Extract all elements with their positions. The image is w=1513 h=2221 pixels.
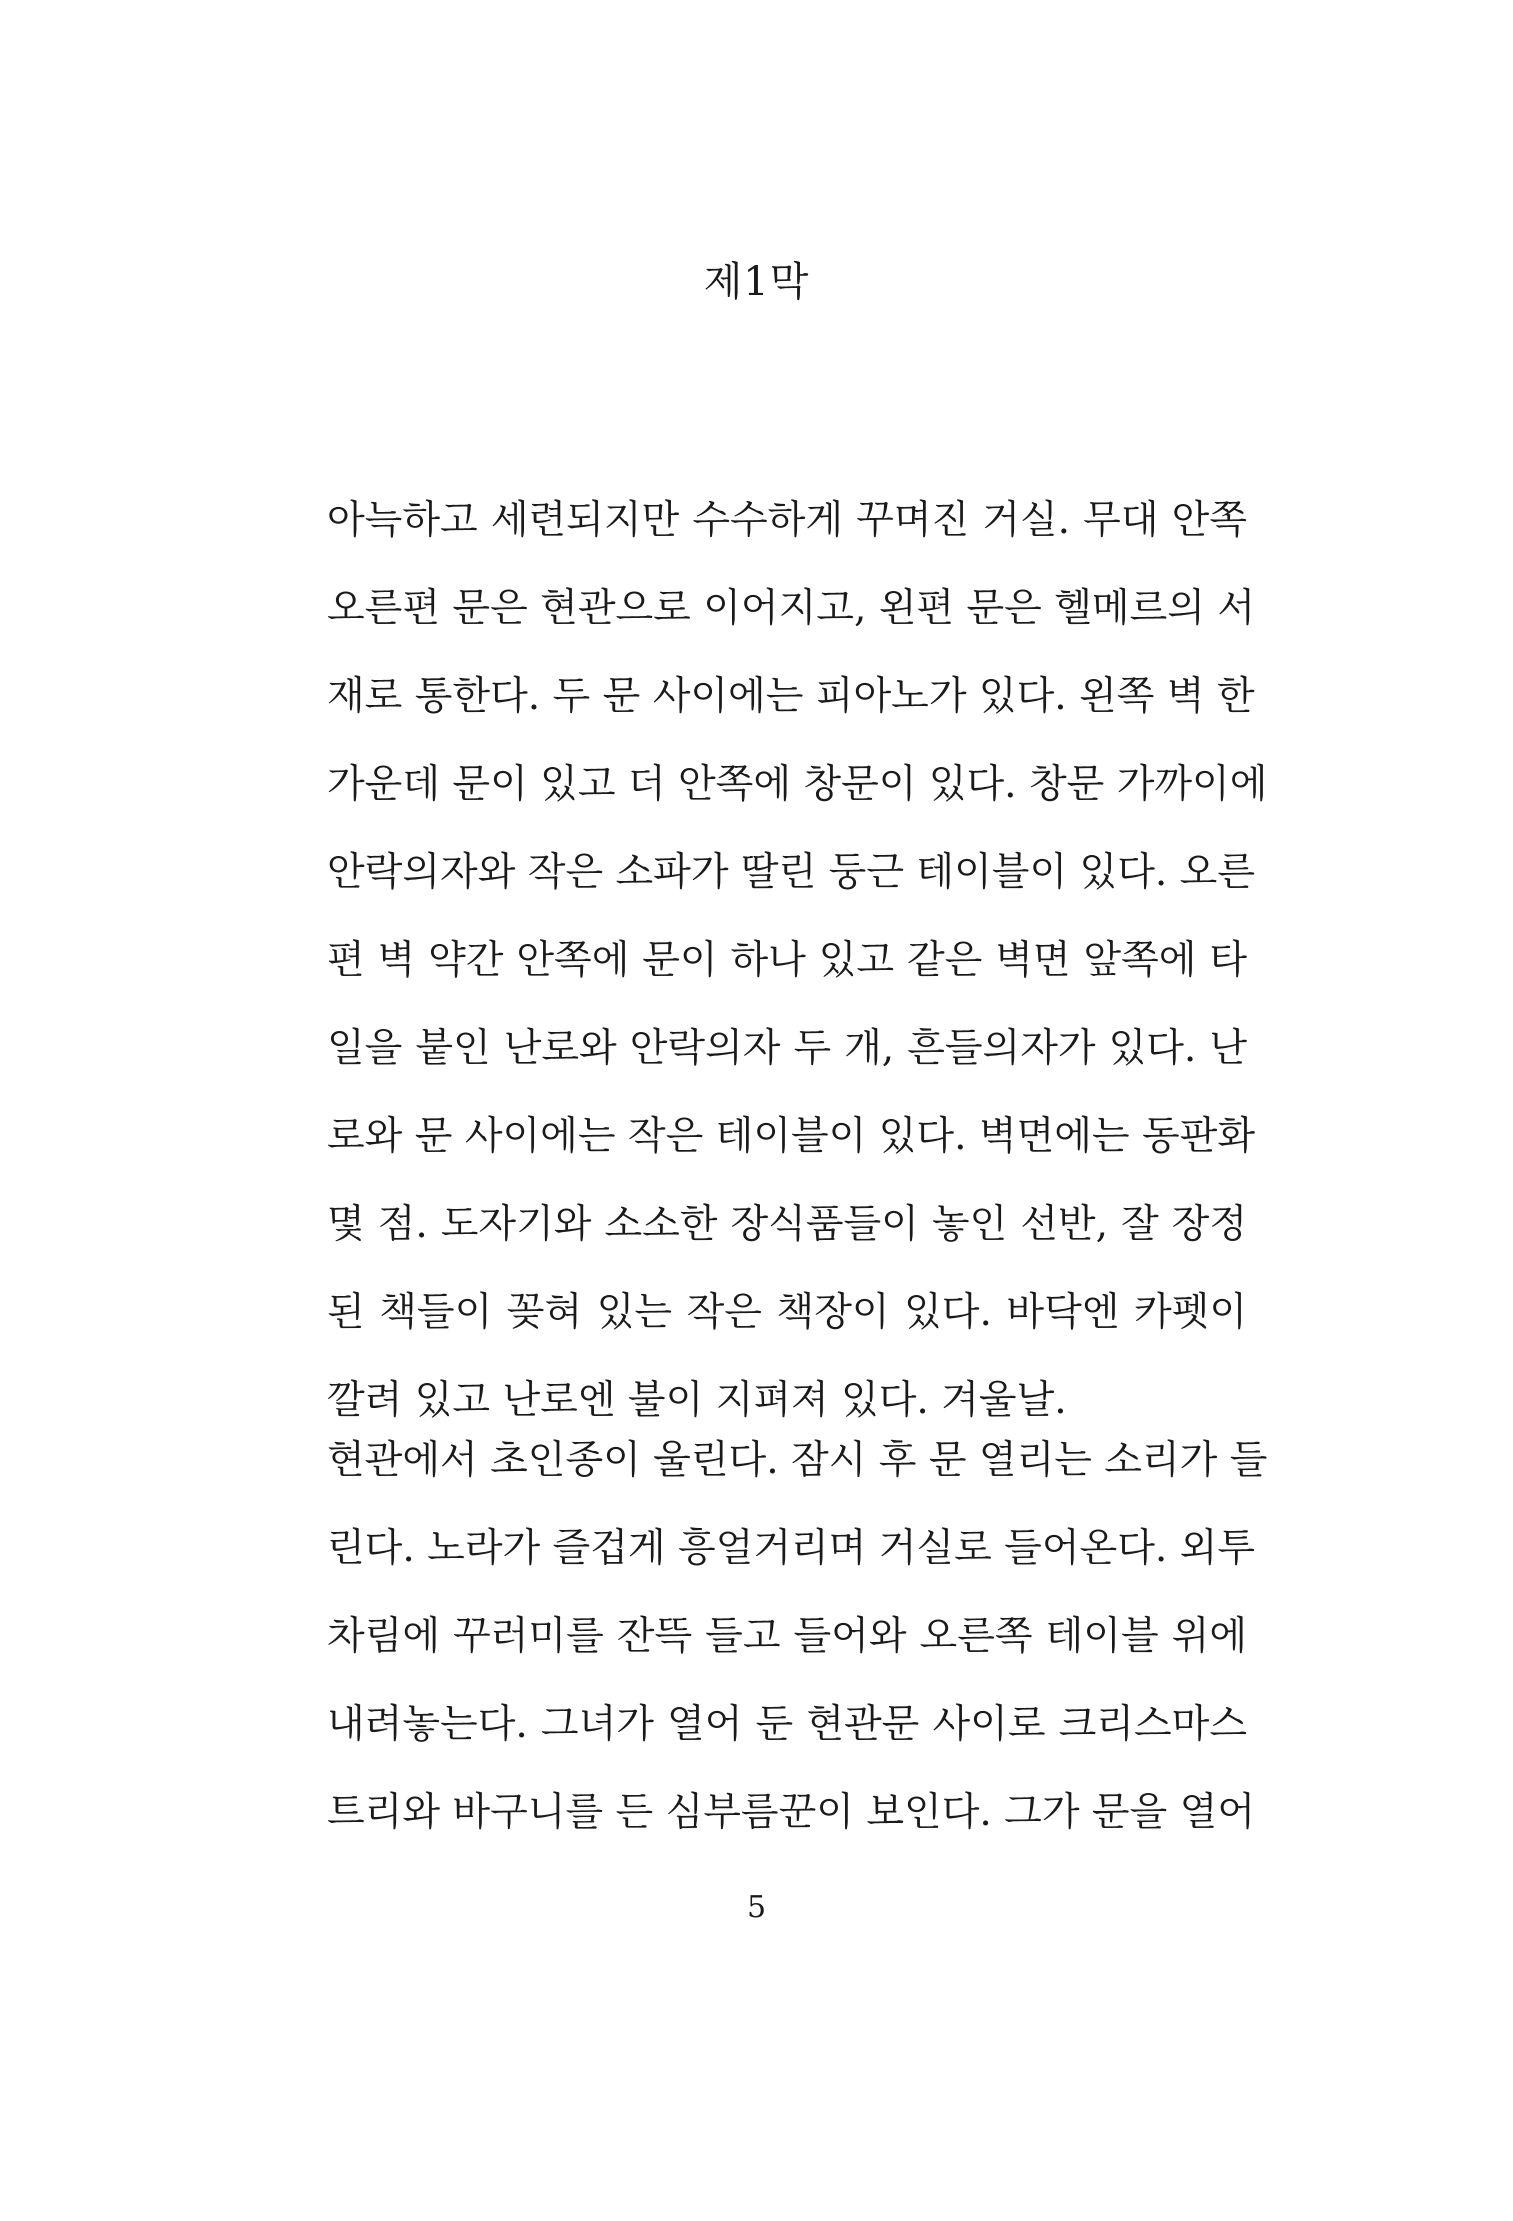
text-line: 린다. 노라가 즐겁게 흥얼거리며 거실로 들어온다. 외투 [327, 1526, 1256, 1571]
text-line: 일을 붙인 난로와 안락의자 두 개, 흔들의자가 있다. 난 [327, 1026, 1247, 1071]
text-line: 안락의자와 작은 소파가 딸린 둥근 테이블이 있다. 오른 [327, 850, 1256, 895]
text-line: 편 벽 약간 안쪽에 문이 하나 있고 같은 벽면 앞쪽에 타 [327, 938, 1247, 983]
text-line: 가운데 문이 있고 더 안쪽에 창문이 있다. 창문 가까이에 [327, 762, 1268, 807]
text-line: 트리와 바구니를 든 심부름꾼이 보인다. 그가 문을 열어 [327, 1790, 1256, 1835]
text-line: 로와 문 사이에는 작은 테이블이 있다. 벽면에는 동판화 [327, 1114, 1256, 1159]
text-line: 차림에 꾸러미를 잔뜩 들고 들어와 오른쪽 테이블 위에 [327, 1614, 1247, 1659]
text-line: 재로 통한다. 두 문 사이에는 피아노가 있다. 왼쪽 벽 한 [327, 674, 1255, 719]
text-line: 된 책들이 꽂혀 있는 작은 책장이 있다. 바닥엔 카펫이 [327, 1290, 1247, 1335]
paragraph-scene-action [327, 1417, 1268, 1857]
text-line: 오른편 문은 현관으로 이어지고, 왼편 문은 헬메르의 서 [327, 586, 1256, 631]
text-line: 내려놓는다. 그녀가 열어 둔 현관문 사이로 크리스마스 [327, 1702, 1247, 1747]
chapter-title: 제1막 [703, 259, 810, 305]
paragraph-stage-description [327, 477, 1268, 1445]
text-line: 아늑하고 세련되지만 수수하게 꾸며진 거실. 무대 안쪽 [327, 498, 1247, 543]
text-line: 현관에서 초인종이 울린다. 잠시 후 문 열리는 소리가 들 [327, 1438, 1268, 1483]
text-line: 몇 점. 도자기와 소소한 장식품들이 놓인 선반, 잘 장정 [327, 1202, 1247, 1247]
text-line: 깔려 있고 난로엔 불이 지펴져 있다. 겨울날. [327, 1378, 1067, 1423]
page-number: 5 [746, 1890, 767, 1925]
